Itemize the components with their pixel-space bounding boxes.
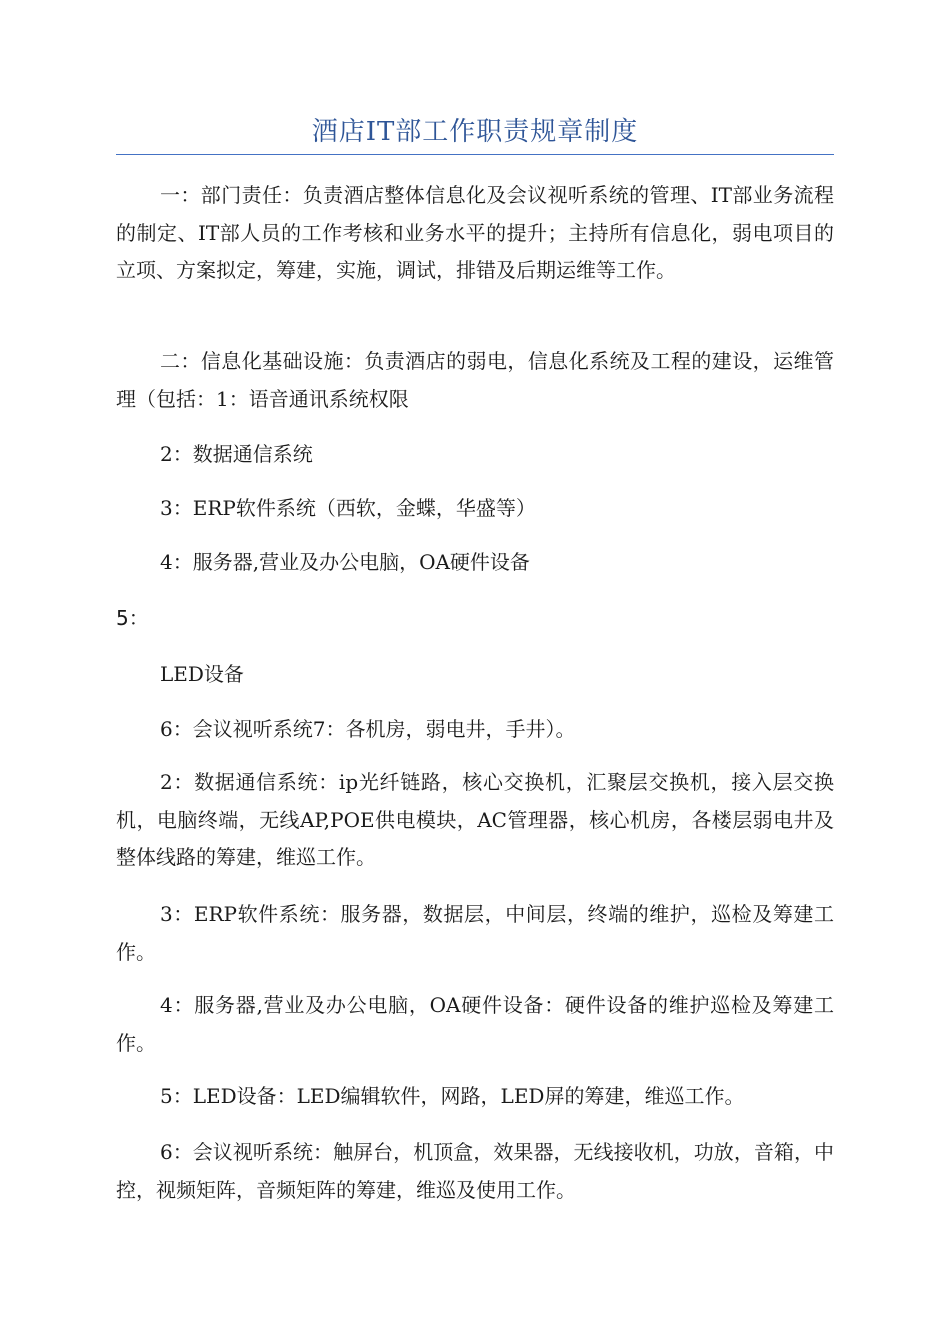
title-underline <box>116 154 834 155</box>
list-item-servers-computers: 4：服务器,营业及办公电脑，OA硬件设备 <box>160 550 530 574</box>
document-title: 酒店IT部工作职责规章制度 <box>311 117 639 147</box>
paragraph-servers-detail: 4：服务器,营业及办公电脑，OA硬件设备：硬件设备的维护巡检及筹建工作。 <box>116 993 834 1055</box>
list-item-led-devices: LED设备 <box>160 662 244 686</box>
list-item-data-communication: 2：数据通信系统 <box>160 442 313 466</box>
paragraph-data-communication-detail: 2：数据通信系统：ip光纤链路，核心交换机，汇聚层交换机，接入层交换机，电脑终端，无线AP,POE供电模块，AC管理器，核心机房，各楼层弱电井及整体线路的筹建，维巡工作。 <box>116 770 834 869</box>
list-item-erp-software: 3：ERP软件系统（西软，金蝶，华盛等） <box>160 496 536 520</box>
paragraph-infrastructure: 二：信息化基础设施：负责酒店的弱电，信息化系统及工程的建设，运维管理（包括：1：语音通讯系统权限 <box>116 349 834 411</box>
paragraph-led-detail: 5：LED设备：LED编辑软件，网路，LED屏的筹建，维巡工作。 <box>160 1084 745 1108</box>
paragraph-erp-detail: 3：ERP软件系统：服务器，数据层，中间层，终端的维护，巡检及筹建工作。 <box>116 902 834 964</box>
list-item-number-5: 5： <box>116 606 149 630</box>
paragraph-department-responsibility: 一：部门责任：负责酒店整体信息化及会议视听系统的管理、IT部业务流程的制定、IT部人员的工作考核和业务水平的提升；主持所有信息化，弱电项目的立项、方案拟定，筹建，实施，调试，排错及后期运维等工作。 <box>116 183 834 282</box>
paragraph-av-detail: 6：会议视听系统：触屏台，机顶盒，效果器，无线接收机，功放，音箱，中控，视频矩阵，音频矩阵的筹建，维巡及使用工作。 <box>116 1140 834 1202</box>
list-item-av-systems-rooms: 6：会议视听系统7：各机房，弱电井，手井）。 <box>160 717 576 741</box>
